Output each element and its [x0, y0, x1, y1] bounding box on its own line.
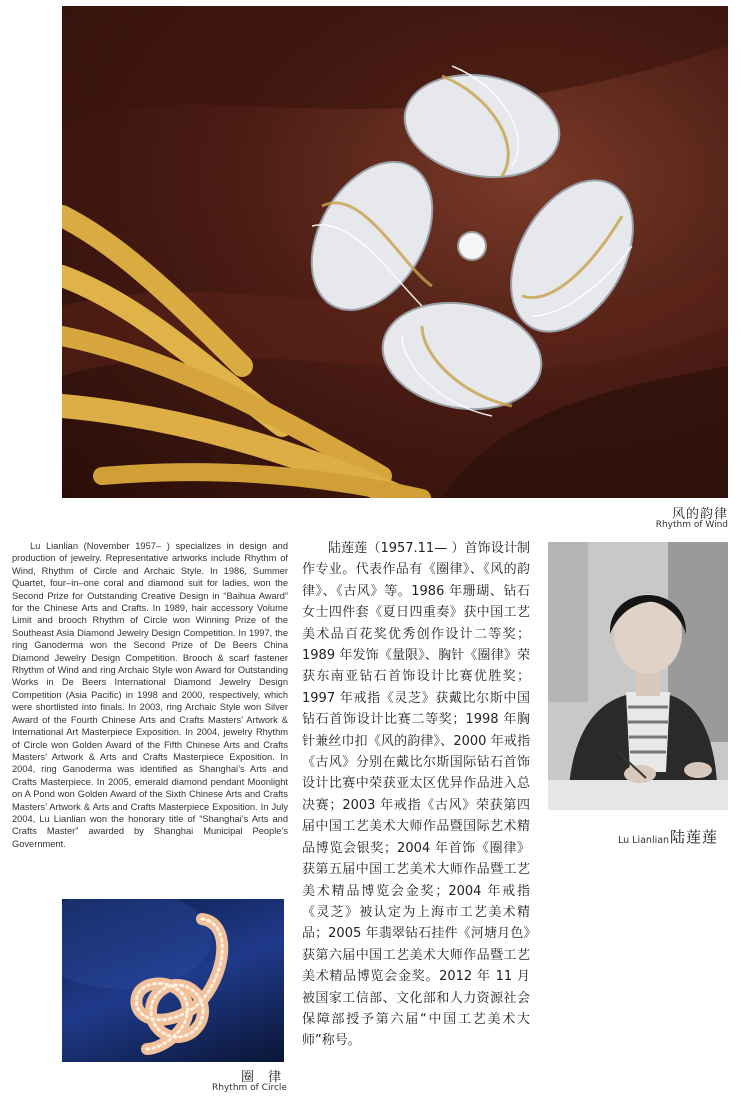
- portrait-caption-cn: 陆莲莲: [670, 828, 719, 846]
- brooch-caption-cn: 风的韵律: [671, 507, 728, 522]
- ring-photo: [62, 899, 284, 1062]
- brooch-caption-en: Rhythm of Wind: [655, 520, 728, 530]
- brooch-illustration: [62, 6, 728, 498]
- ring-illustration: [62, 899, 284, 1062]
- ring-caption-en: Rhythm of Circle: [212, 1083, 287, 1093]
- portrait-illustration: [548, 542, 728, 810]
- portrait-photo: [548, 542, 728, 810]
- brooch-photo: [62, 6, 728, 498]
- portrait-caption-en: Lu Lianlian: [618, 835, 670, 846]
- brooch: [287, 63, 658, 421]
- english-biography: Lu Lianlian (November 1957– ) specializes in design and production of jewelry. Representative artworks include Rhythm of Wind, Rhythm of Circle and Archaic Style. In 1986, Summer Quartet, four–in–one coral and diamond suit for ladies, won the Second Prize for Outstanding Creative Design in “Baihua Award” for the Chinese Arts and Crafts. In 1989, hair accessory Volume Limit and brooch Rhythm of Circle won Winning Prize of the Southeast Asia Diamond Jewelry Design Competition. In 1997, the ring Ganoderma won the Second Prize of De Beers China Diamond Jewelry Design Competition. Brooch & scarf fastener Rhythm of Wind and ring Archaic Style won Award for Outstanding Works in De Beers International Diamond Jewelry Design Competition (Asia Pacific) in 1998 and 2000, respectively, which were shortlisted into finals. In 2003, ring Archaic Style won Silver Award of the Fourth Chinese Arts and Crafts Masters’ Artwork & International Art Masterpiece Exposition. In 2004, jewelry Rhythm of Circle won Golden Award of the Fifth Chinese Arts and Crafts Masters’ Artwork & Arts and Crafts Masterpiece Exposition. In 2004, ring Ganoderma was identified as Shanghai’s Arts and Crafts Masterpiece. In 2005, emerald diamond pendant Moonlight on A Pond won Golden Award of the Sixth Chinese Arts and Crafts Masters’ Artwork & Arts and Crafts Masterpiece Exposition. In July 2004, Lu Lianlian won the honorary title of “Shanghai’s Arts and Crafts Master” awarded by Shanghai Municipal People’s Government.: [12, 541, 288, 849]
- ring-caption-cn: 圈 律: [241, 1070, 287, 1085]
- chinese-biography: 陆莲莲（1957.11— ）首饰设计制作专业。代表作品有《圈律》、《风的韵律》、《古风》等。1986 年珊瑚、钻石女士四件套《夏日四重奏》获中国工艺美术品百花奖优秀创作设计二等奖；1989 年发饰《量限》、胸针《圈律》荣获东南亚钻石首饰设计比赛优胜奖；1997 年戒指《灵芝》获戴比尔斯中国钻石首饰设计比赛二等奖；1998 年胸针兼丝巾扣《风的韵律》、2000 年戒指《古风》分别在戴比尔斯国际钻石首饰设计比赛中荣获亚太区优异作品进入总决赛；2003 年戒指《古风》荣获第四届中国工艺美术大师作品暨国际艺术精品博览会银奖；2004 年首饰《圈律》获第五届中国工艺美术大师作品暨工艺美术精品博览会金奖；2004 年戒指《灵芝》被认定为上海市工艺美术精品；2005 年翡翠钻石挂件《河塘月色》获第六届中国工艺美术大师作品暨工艺美术精品博览会金奖。2012 年 11 月被国家工信部、文化部和人力资源社会保障部授予第六届“中国工艺美术大师”称号。: [302, 541, 530, 1049]
